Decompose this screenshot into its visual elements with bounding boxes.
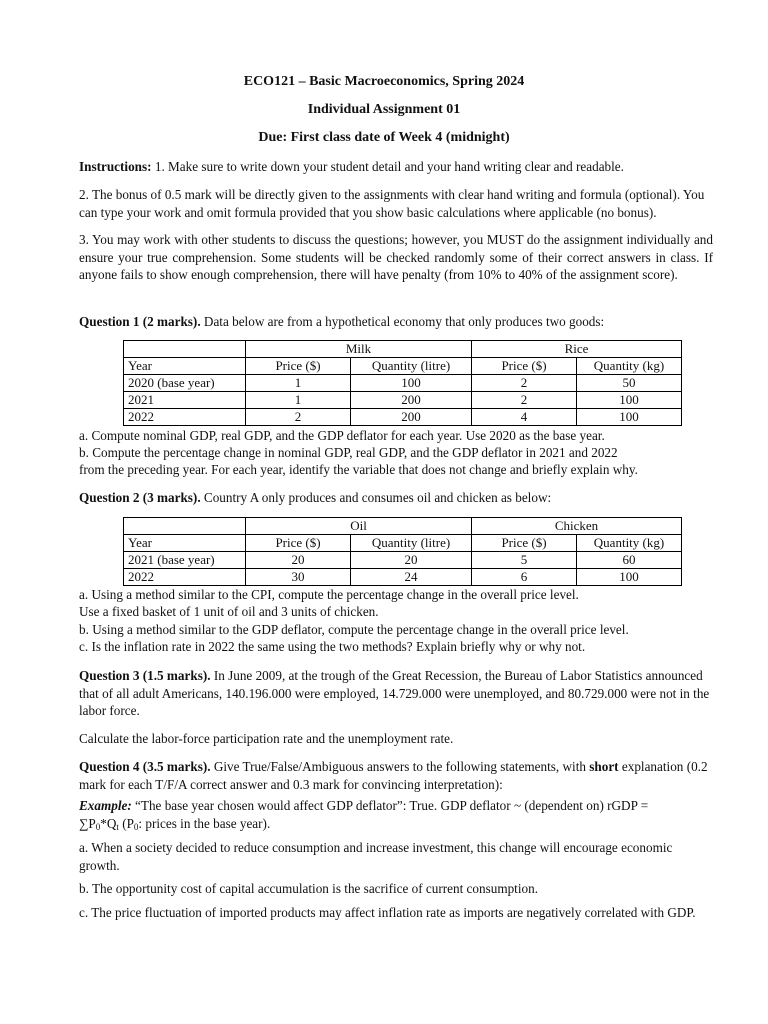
question-3-label: Question 3 (1.5 marks). xyxy=(79,668,211,683)
example-formula-rest: : prices in the base year). xyxy=(138,815,271,831)
question-2-label: Question 2 (3 marks). xyxy=(79,490,201,505)
instructions-label: Instructions: xyxy=(79,159,152,174)
course-title: ECO121 – Basic Macroeconomics, Spring 2024 xyxy=(243,74,525,89)
table-cell: 6 xyxy=(472,569,577,586)
table-header: Quantity (kg) xyxy=(577,358,682,375)
question-4-label: Question 4 (3.5 marks). xyxy=(79,759,211,774)
instructions-item-2: 2. The bonus of 0.5 mark will be directly given to the assignments with clear hand writing and formula (optional). You can type your work and omit formula provided that you show basic calculations where applicable (no bonus). xyxy=(79,187,705,220)
table-group-header: Oil xyxy=(246,518,472,535)
question-1-label: Question 1 (2 marks). xyxy=(79,314,201,329)
table-header: Price ($) xyxy=(472,535,577,552)
table-cell: 2 xyxy=(472,392,577,409)
table-group-row xyxy=(124,518,682,535)
table-header: Price ($) xyxy=(246,358,351,375)
question-2-part-a-line-1: a. Using a method similar to the CPI, compute the percentage change in the overall price level. xyxy=(79,587,579,602)
example-formula-sub: 0 xyxy=(133,821,139,832)
question-2-part-b: b. Using a method similar to the GDP deflator, compute the percentage change in the overall price level. xyxy=(79,622,629,637)
question-4-part-a: a. When a society decided to reduce consumption and increase investment, this change will encourage economic growth. xyxy=(79,840,673,873)
table-cell xyxy=(124,341,246,358)
question-4-header xyxy=(79,758,713,793)
question-2-header xyxy=(79,489,713,507)
question-2-intro: Country A only produces and consumes oil and chicken as below: xyxy=(200,490,552,505)
example-text: “The base year chosen would affect GDP deflator”: True. GDP deflator ~ (dependent on) rGDP = xyxy=(131,798,649,813)
instructions-item-3: 3. You may work with other students to discuss the questions; however, you MUST do the assignment individually and ensure your true comprehension. Some students will be checked randomly some of their correct answers in class. If anyone fails to show enough comprehension, there will have penalty (from 10% to 40% of the assignment score). xyxy=(79,232,713,282)
table-cell: 100 xyxy=(351,375,472,392)
question-2-table xyxy=(123,517,682,586)
example-formula-paren: (P xyxy=(118,815,134,831)
example-formula-sum: ∑P xyxy=(79,815,96,831)
table-cell xyxy=(124,518,246,535)
question-1-table xyxy=(123,340,682,426)
table-header-row xyxy=(124,535,682,552)
table-cell: 5 xyxy=(472,552,577,569)
question-4-text-post: explanation (0.2 mark for each T/F/A correct answer and 0.3 mark for convincing interpretation): xyxy=(79,759,708,792)
question-2-part-a-line-2: Use a fixed basket of 1 unit of oil and 3 units of chicken. xyxy=(79,604,379,619)
table-cell: 1 xyxy=(246,375,351,392)
table-cell: 100 xyxy=(577,392,682,409)
table-header-row xyxy=(124,358,682,375)
table-cell: 20 xyxy=(351,552,472,569)
assignment-title: Individual Assignment 01 xyxy=(307,102,461,117)
table-cell: 100 xyxy=(577,409,682,426)
table-row xyxy=(124,552,682,569)
table-group-header: Chicken xyxy=(472,518,682,535)
table-row xyxy=(124,569,682,586)
question-4-example xyxy=(79,797,713,836)
table-cell: 2020 (base year) xyxy=(124,375,246,392)
table-header: Quantity (kg) xyxy=(577,535,682,552)
example-formula-sub: t xyxy=(116,821,119,832)
table-group-row xyxy=(124,341,682,358)
question-3-task: Calculate the labor-force participation rate and the unemployment rate. xyxy=(79,731,454,746)
table-cell: 200 xyxy=(351,409,472,426)
table-cell: 4 xyxy=(472,409,577,426)
table-cell: 2022 xyxy=(124,569,246,586)
table-header: Quantity (litre) xyxy=(351,535,472,552)
table-cell: 20 xyxy=(246,552,351,569)
table-header: Year xyxy=(124,358,246,375)
table-cell: 2021 (base year) xyxy=(124,552,246,569)
instructions-item-1 xyxy=(79,158,713,176)
table-header: Price ($) xyxy=(472,358,577,375)
question-4-part-c: c. The price fluctuation of imported products may affect inflation rate as imports are negatively correlated with GDP. xyxy=(79,905,696,920)
question-1-part-b-line-1: b. Compute the percentage change in nominal GDP, real GDP, and the GDP deflator in 2021 and 2022 xyxy=(79,445,618,460)
example-formula-times: *Q xyxy=(100,815,117,831)
table-group-header: Rice xyxy=(472,341,682,358)
question-4-part-b: b. The opportunity cost of capital accumulation is the sacrifice of current consumption. xyxy=(79,881,538,896)
table-cell: 1 xyxy=(246,392,351,409)
example-formula-sub: 0 xyxy=(95,821,101,832)
question-1-header xyxy=(79,313,713,331)
table-cell: 200 xyxy=(351,392,472,409)
question-4-text-pre: Give True/False/Ambiguous answers to the following statements, with xyxy=(210,759,590,774)
table-header: Price ($) xyxy=(246,535,351,552)
table-cell: 60 xyxy=(577,552,682,569)
instructions-item-1-text: 1. Make sure to write down your student detail and your hand writing clear and readable. xyxy=(151,159,624,174)
question-3-body: In June 2009, at the trough of the Great Recession, the Bureau of Labor Statistics announced that of all adult Americans, 140.196.000 were employed, 14.729.000 were unemployed, and 80.729.000 were not in the labor force. xyxy=(79,668,710,718)
table-cell: 2022 xyxy=(124,409,246,426)
example-label: Example: xyxy=(79,798,132,813)
table-cell: 100 xyxy=(577,569,682,586)
question-1-part-b-line-2: from the preceding year. For each year, identify the variable that does not change and briefly explain why. xyxy=(79,462,638,477)
table-row xyxy=(124,409,682,426)
table-cell: 24 xyxy=(351,569,472,586)
table-cell: 30 xyxy=(246,569,351,586)
table-cell: 2021 xyxy=(124,392,246,409)
table-group-header: Milk xyxy=(246,341,472,358)
table-header: Year xyxy=(124,535,246,552)
table-cell: 2 xyxy=(246,409,351,426)
question-2-part-c: c. Is the inflation rate in 2022 the same using the two methods? Explain briefly why or why not. xyxy=(79,639,586,654)
table-cell: 2 xyxy=(472,375,577,392)
question-4-text-bold: short xyxy=(589,759,619,774)
question-3-text xyxy=(79,667,713,720)
table-row xyxy=(124,375,682,392)
table-header: Quantity (litre) xyxy=(351,358,472,375)
question-1-part-a: a. Compute nominal GDP, real GDP, and the GDP deflator for each year. Use 2020 as the base year. xyxy=(79,428,605,443)
question-1-intro: Data below are from a hypothetical economy that only produces two goods: xyxy=(200,314,605,329)
due-date: Due: First class date of Week 4 (midnight) xyxy=(258,130,510,145)
table-cell: 50 xyxy=(577,375,682,392)
table-row xyxy=(124,392,682,409)
